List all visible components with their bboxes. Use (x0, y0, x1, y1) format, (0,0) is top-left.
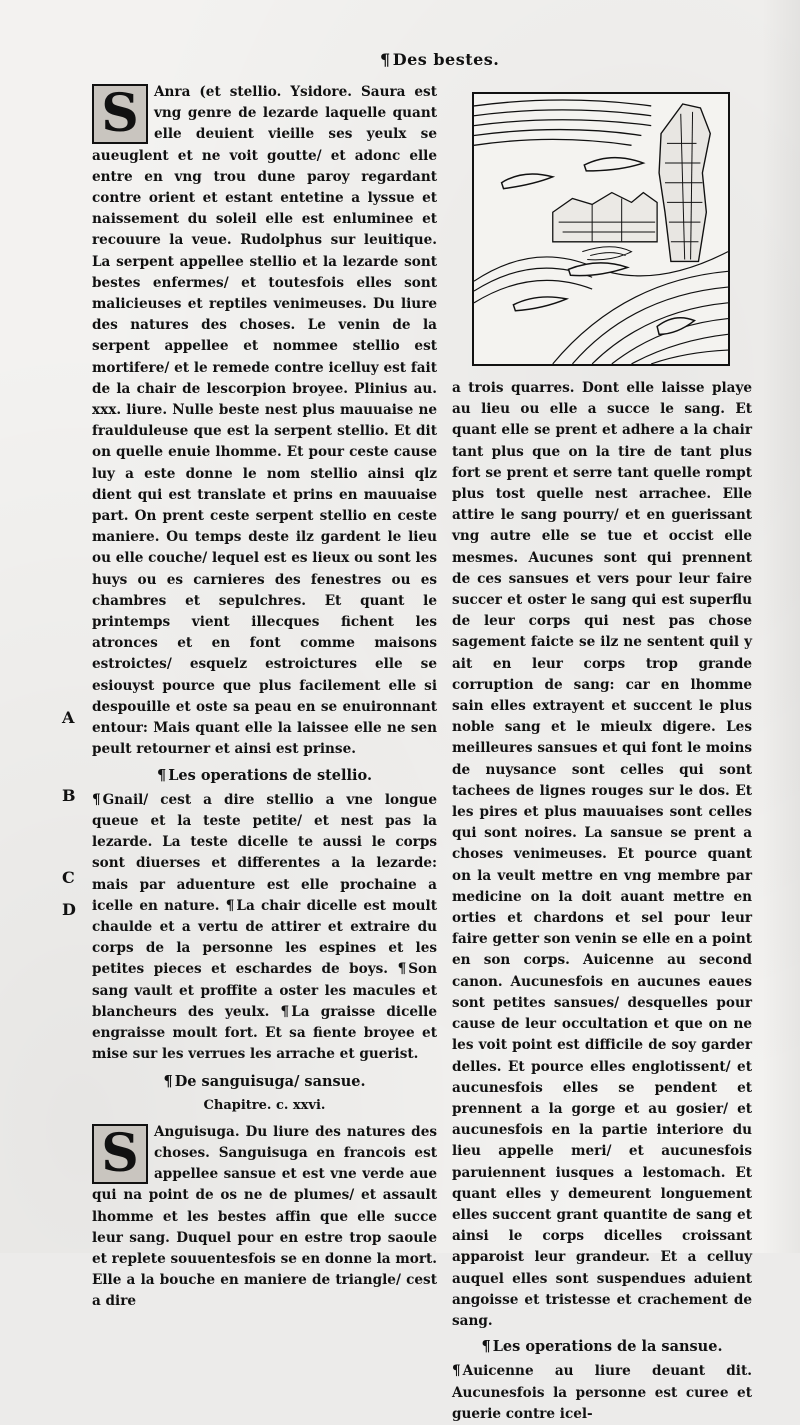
running-header (380, 50, 499, 69)
stellio-operations (92, 790, 437, 1066)
woodcut-illustration (472, 92, 730, 366)
pilcrow-icon: ¶ (397, 961, 407, 978)
margin-letter-a: A (62, 708, 75, 727)
margin-letter-c: C (62, 868, 75, 887)
operation-para-d: La graisse dicelle engraisse moult fort. Et sa fiente broyee et mise sur les verrues les arrache et guerist. (92, 1003, 437, 1063)
section-title-text: Les operations de stellio. (168, 766, 373, 784)
sanguisuga-title (92, 1071, 437, 1092)
decorated-initial-s (92, 84, 148, 144)
decorated-initial-s2 (92, 1124, 148, 1184)
sanguisuga-continued-text: a trois quarres. Dont elle laisse playe au lieu ou elle a succe le sang. Et quant elle se prent et adhere a la chair tant plus que on la tire de tant plus fort se prent et serre tant quelle rompt plus tost quelle nest arrachee. Elle attire le sang pourry/ et en guerissant vng autre elle se tue et occist elle mesmes. Aucunes sont qui prennent de ces sansues et vers pour leur faire succer et oster le sang qui est superflu de leur corps qui nest pas chose sagement faicte se ilz ne sentent quil y ait en leur corps trop grande corruption de sang: car en lhomme sain elles extrayent et succent le plus noble sang et le mieulx digere. Les meilleures sansues et qui font le moins de nuysance sont celles qui sont tachees de lignes rouges sur le dos. Et les pires et plus mauuaises sont celles qui sont noires. La sansue se prent a choses venimeuses. Et pource quant on la veult mettre en vng membre par medicine on la doit auant mettre en orties et chardons et sel pour leur faire getter son venin se elle en a point en son corps. Auicenne au second canon. Aucunesfois en aucunes eaues sont petites sansues/ desquelles pour cause de leur occultation et que on ne les voit point est difficile de soy garder delles. Et pource elles englotissent/ et aucunesfois elles se pendent et prennent a la gorge et au gosier/ et aucunesfois en la partie interiore du lieu appelle meri/ et aucunesfois paruiennent iusques a lestomach. Et quant elles y demeurent longuement elles succent grant quantite de sang et ainsi le corps dicelles croissant apparoist leur grandeur. Et a celluy auquel elles sont suspendues aduient angoisse et tristesse et crachement de sang. (452, 380, 752, 1329)
operation-para-a: Gnail/ cest a dire stellio a vne longue queue et la teste petite/ et nest pas la lezarde. La teste dicelle te aussi le corps sont diuerses et differentes a la lezarde: mais par aduenture est elle prochaine a icelle en nature. (92, 791, 437, 914)
stellio-text: Anra (et stellio. Ysidore. Saura est vng genre de lezarde laquelle quant elle deuient vieille ses yeulx se aueuglent et ne voit goutte/ et adonc elle entre en vng trou dune paroy regardant contre orient et estant entetine a lyssue et naissement du soleil elle est enluminee et recouure la veue. Rudolphus sur leuitique. La serpent appellee stellio et la lezarde sont bestes enfermes/ et toutesfois elles sont malicieuses et reptiles venimeuses. Du liure des natures des choses. Le venin de la serpent appellee et nommee stellio est mortifere/ et le remede contre icelluy est fait de la chair de lescorpion broyee. Plinius au. xxx. liure. Nulle beste nest plus mauuaise ne fraulduleuse que est la serpent stellio. Et dit on quelle enuie lhomme. Et pour ceste cause luy a este donne le nom stellio ainsi qlz dient qui est translate et prins en mauuaise part. On prent ceste serpent stellio en ceste maniere. Ou temps deste ilz gardent le lieu ou elle couche/ lequel est es lieux ou sont les huys ou es carnieres des fenestres ou es chambres et sepulchres. Et quant le printemps vient illecques fichent les atronces et en font comme maisons estroictes/ esquelz estroictures elle se esiouyst pource que plus facilement elle si despouille et oste sa peau en se enuironnant entour: Mais quant elle la laissee elle ne sen peult retourner et ainsi est prinse. (92, 84, 437, 758)
margin-letter-b: B (62, 786, 76, 805)
right-column (452, 378, 752, 1425)
initial-letter: S (101, 84, 139, 144)
chapter-number: Chapitre. c. xxvi. (203, 1097, 326, 1113)
pilcrow-icon: ¶ (481, 1338, 491, 1356)
initial-letter: S (101, 1123, 139, 1184)
sansue-operations-text (452, 1361, 752, 1425)
section-title-text: De sanguisuga/ sansue. (174, 1073, 366, 1091)
pilcrow-icon: ¶ (280, 1003, 290, 1020)
pilcrow-icon: ¶ (92, 791, 101, 808)
pilcrow-icon: ¶ (163, 1073, 173, 1091)
pilcrow-icon: ¶ (225, 897, 235, 914)
page-edge-shadow (762, 0, 800, 1253)
pilcrow-icon: ¶ (380, 50, 391, 69)
sansue-operations-title (452, 1336, 752, 1357)
pilcrow-icon: ¶ (452, 1363, 461, 1380)
woodcut-scene (474, 94, 728, 364)
header-text: Des bestes. (392, 50, 500, 69)
operation-para-c: Son sang vault et proffite a oster les macules et blancheurs des yeulx. (92, 961, 438, 1020)
stellio-operations-title (92, 765, 437, 786)
margin-letter-d: D (62, 900, 76, 919)
operation-para-b: La chair dicelle est moult chaulde et a vertu de attirer et extraire du corps de la personne les espines et les petites pieces et eschardes de boys. (92, 897, 437, 978)
left-column (92, 82, 437, 1313)
sanguisuga-text: Anguisuga. Du liure des natures des choses. Sanguisuga en francois est appellee sansue et est vne verde aue qui na point de os ne de plumes/ et assault lhomme et les bestes affin que elle succe leur sang. Duquel pour en estre trop saoule et replete souuentesfois se en donne la mort. Elle a la bouche en maniere de triangle/ cest a dire (92, 1123, 437, 1310)
pilcrow-icon: ¶ (156, 766, 167, 784)
section-title-text: Les operations de la sansue. (492, 1338, 723, 1356)
operations-text: Auicenne au liure deuant dit. Aucunesfois la personne est curee et guerie contre icel- (452, 1363, 752, 1422)
